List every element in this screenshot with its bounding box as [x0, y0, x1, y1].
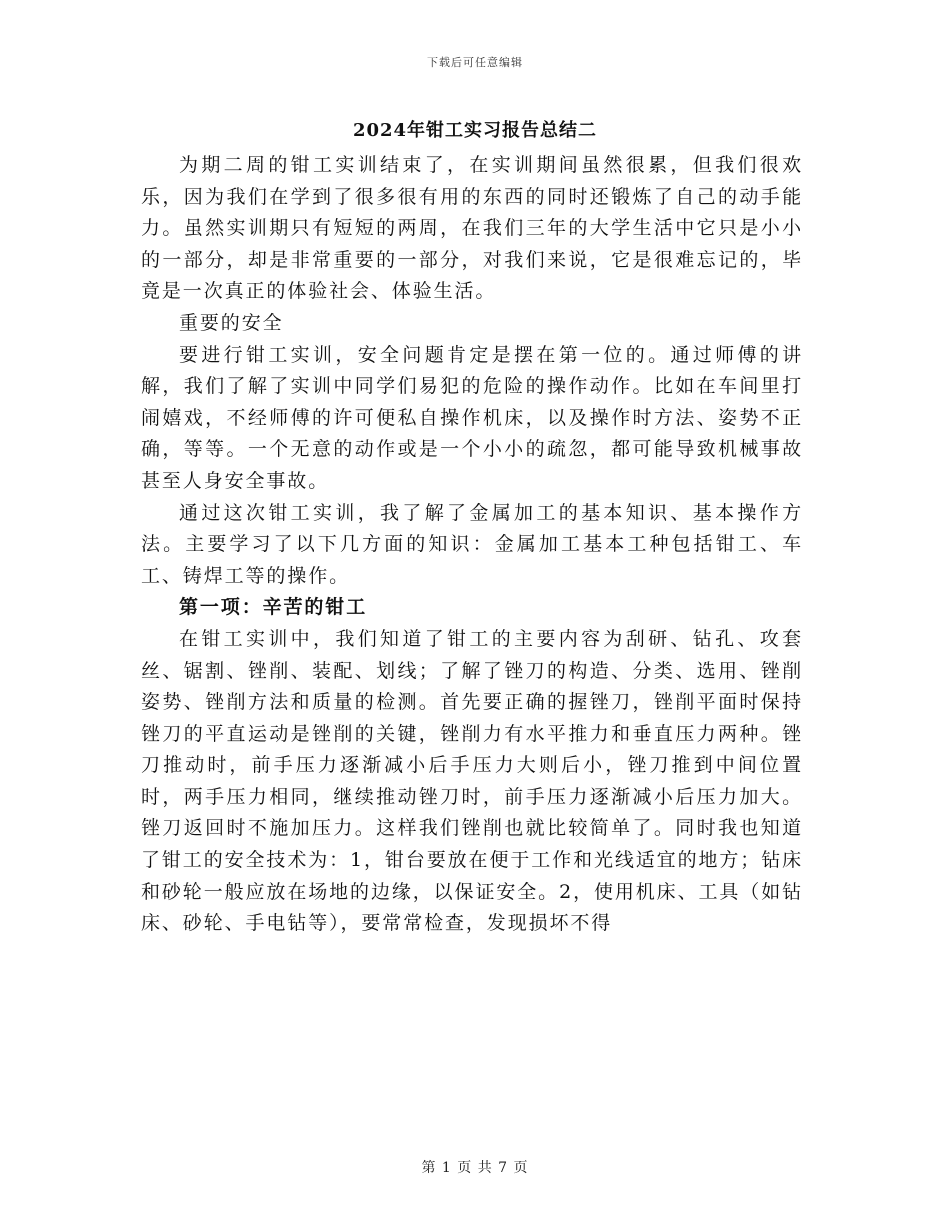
paragraph-safety: 要进行钳工实训，安全问题肯定是摆在第一位的。通过师傅的讲解，我们了解了实训中同学们易犯的危险的操作动作。比如在车间里打闹嬉戏，不经师傅的许可便私自操作机床，以及操作时方法、姿势不正确，等等。一个无意的动作或是一个小小的疏忽，都可能导致机械事故甚至人身安全事故。: [141, 343, 803, 492]
document-title: 2024年钳工实习报告总结二: [352, 120, 598, 141]
section-heading-safety: 重要的安全: [179, 311, 284, 334]
paragraph-fitter: 在钳工实训中，我们知道了钳工的主要内容为刮研、钻孔、攻套丝、锯割、锉削、装配、划线；了解了锉刀的构造、分类、选用、锉削姿势、锉削方法和质量的检测。首先要正确的握锉刀，锉削平面时保持锉刀的平直运动是锉削的关键，锉削力有水平推力和垂直压力两种。锉刀推动时，前手压力逐渐减小后手压力大则后小，锉刀推到中间位置时，两手压力相同，继续推动锉刀时，前手压力逐渐减小后压力加大。锉刀返回时不施加压力。这样我们锉削也就比较简单了。同时我也知道了钳工的安全技术为：1，钳台要放在便于工作和光线适宜的地方；钻床和砂轮一般应放在场地的边缘，以保证安全。2，使用机床、工具（如钻床、砂轮、手电钻等），要常常检查，发现损坏不得: [141, 627, 803, 935]
section-heading-fitter: 第一项：辛苦的钳工: [179, 596, 368, 619]
paragraph-knowledge: 通过这次钳工实训，我了解了金属加工的基本知识、基本操作方法。主要学习了以下几方面的知识：金属加工基本工种包括钳工、车工、铸焊工等的操作。: [141, 501, 803, 587]
paragraph-intro: 为期二周的钳工实训结束了，在实训期间虽然很累，但我们很欢乐，因为我们在学到了很多很有用的东西的同时还锻炼了自己的动手能力。虽然实训期只有短短的两周，在我们三年的大学生活中它只是小小的一部分，却是非常重要的一部分，对我们来说，它是很难忘记的，毕竟是一次真正的体验社会、体验生活。: [141, 154, 803, 303]
page-header-note: 下载后可任意编辑: [427, 56, 523, 69]
page-number: 第 1 页 共 7 页: [421, 1160, 529, 1176]
document-body: [141, 150, 803, 940]
